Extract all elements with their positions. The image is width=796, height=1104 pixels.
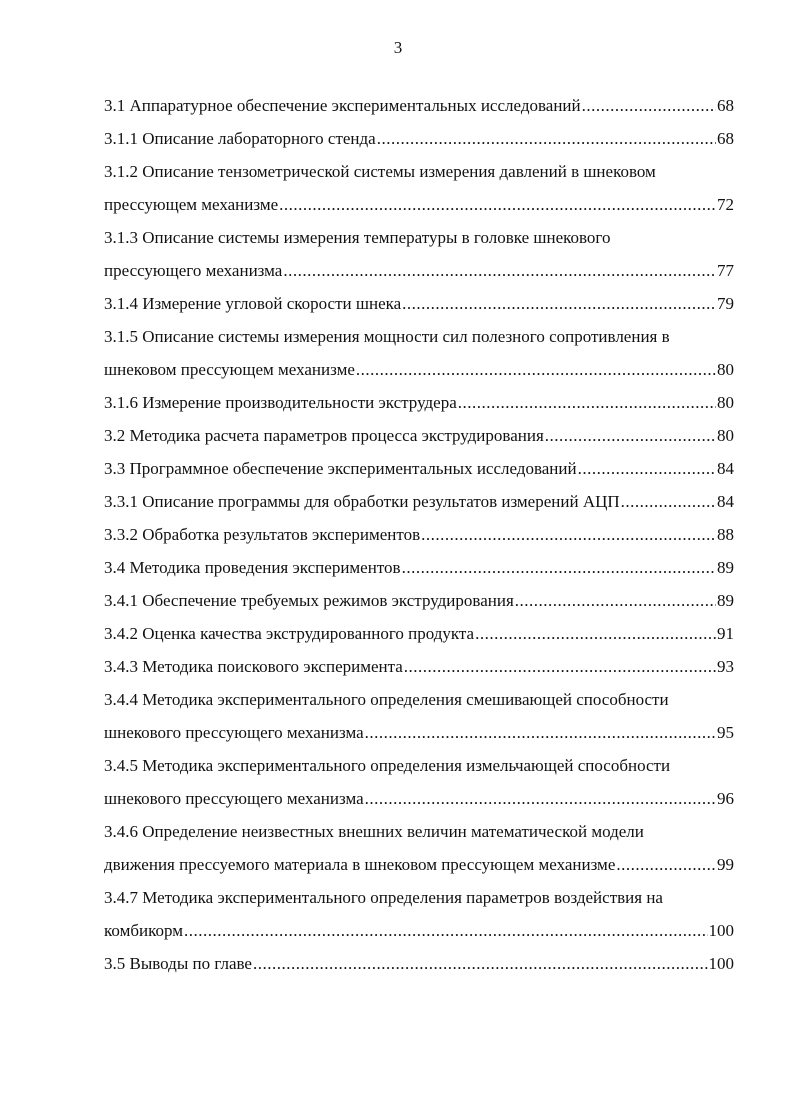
toc-entry-line (104, 821, 734, 854)
toc-entry-last-line (104, 920, 734, 953)
toc-entry-title: 3.3.2 Обработка результатов экспериментов (104, 525, 421, 544)
toc-entry-last-line (104, 194, 734, 227)
toc-entry (104, 656, 734, 689)
toc-entry (104, 887, 734, 953)
toc-entry-title: 3.5 Выводы по главе (104, 954, 252, 973)
toc-entry-last-line (104, 293, 734, 326)
toc-leader-dots (365, 722, 716, 744)
toc-entry-title: 3.4.3 Методика поискового эксперимента (104, 657, 403, 676)
toc-entry-line (104, 755, 734, 788)
toc-entry-page: 89 (717, 591, 734, 610)
toc-entry-title: прессующего механизма (104, 261, 283, 280)
toc-entry-last-line (104, 590, 734, 623)
toc-entry-last-line (104, 656, 734, 689)
toc-entry-page: 99 (717, 855, 734, 874)
toc-entry-title: 3.4.6 Определение неизвестных внешних величин математической модели (104, 822, 644, 841)
toc-entry (104, 557, 734, 590)
toc-entry (104, 821, 734, 887)
toc-entry-title: 3.1.5 Описание системы измерения мощности сил полезного сопротивления в (104, 327, 670, 346)
toc-entry-last-line (104, 95, 734, 128)
toc-entry-page: 80 (717, 360, 734, 379)
toc-entry (104, 953, 734, 986)
toc-leader-dots (545, 425, 716, 447)
toc-entry (104, 95, 734, 128)
toc-entry-page: 100 (708, 921, 734, 940)
toc-entry (104, 590, 734, 623)
toc-leader-dots (475, 623, 716, 645)
toc-entry (104, 689, 734, 755)
toc-entry-page: 80 (717, 426, 734, 445)
toc-leader-dots (253, 953, 708, 975)
toc-leader-dots (402, 557, 716, 579)
toc-entry (104, 623, 734, 656)
toc-leader-dots (616, 854, 716, 876)
toc-entry-title: 3.4.1 Обеспечение требуемых режимов экструдирования (104, 591, 514, 610)
toc-leader-dots (582, 95, 716, 117)
toc-entry-page: 79 (717, 294, 734, 313)
toc-entry-title: 3.4.5 Методика экспериментального определения измельчающей способности (104, 756, 671, 775)
toc-entry-line (104, 887, 734, 920)
toc-leader-dots (621, 491, 716, 513)
toc-entry (104, 524, 734, 557)
toc-entry-page: 84 (717, 492, 734, 511)
toc-entry-title: шнекового прессующего механизма (104, 723, 364, 742)
toc-entry-page: 72 (717, 195, 734, 214)
toc-leader-dots (365, 788, 716, 810)
toc-entry (104, 293, 734, 326)
toc-leader-dots (578, 458, 716, 480)
toc-entry-page: 100 (708, 954, 734, 973)
toc-entry (104, 491, 734, 524)
toc-entry-last-line (104, 524, 734, 557)
toc-entry-last-line (104, 953, 734, 986)
toc-entry-title: шнекового прессующего механизма (104, 789, 364, 808)
toc-entry-last-line (104, 854, 734, 887)
toc-entry-last-line (104, 557, 734, 590)
toc-entry-line (104, 689, 734, 722)
toc-entry-page: 96 (717, 789, 734, 808)
toc-entry-title: 3.4.7 Методика экспериментального определения параметров воздействия на (104, 888, 663, 907)
toc-entry-last-line (104, 788, 734, 821)
toc-entry-title: 3.3 Программное обеспечение экспериментальных исследований (104, 459, 577, 478)
toc-entry-title: 3.1.1 Описание лабораторного стенда (104, 129, 376, 148)
toc-entry (104, 458, 734, 491)
toc-entry (104, 227, 734, 293)
toc-entry-last-line (104, 722, 734, 755)
toc-entry-page: 93 (717, 657, 734, 676)
toc-entry-page: 80 (717, 393, 734, 412)
toc-entry-title: 3.4.2 Оценка качества экструдированного продукта (104, 624, 475, 643)
toc-entry (104, 128, 734, 161)
toc-entry-title: прессующем механизме (104, 195, 279, 214)
toc-entry-last-line (104, 392, 734, 425)
toc-entry-title: 3.3.1 Описание программы для обработки результатов измерений АЦП (104, 492, 620, 511)
toc-entry (104, 326, 734, 392)
toc-leader-dots (421, 524, 716, 546)
toc-leader-dots (458, 392, 716, 414)
toc-leader-dots (515, 590, 716, 612)
toc-entry-line (104, 161, 734, 194)
table-of-contents (104, 95, 734, 986)
toc-leader-dots (377, 128, 716, 150)
toc-entry-last-line (104, 491, 734, 524)
toc-entry-title: 3.2 Методика расчета параметров процесса экструдирования (104, 426, 544, 445)
toc-entry-page: 84 (717, 459, 734, 478)
toc-entry-last-line (104, 128, 734, 161)
toc-entry-page: 77 (717, 261, 734, 280)
toc-leader-dots (184, 920, 708, 942)
toc-entry-page: 88 (717, 525, 734, 544)
toc-entry-title: 3.1.3 Описание системы измерения температуры в головке шнекового (104, 228, 611, 247)
toc-entry-title: шнековом прессующем механизме (104, 360, 355, 379)
toc-entry-last-line (104, 425, 734, 458)
toc-entry-last-line (104, 458, 734, 491)
page-number: 3 (393, 38, 403, 57)
toc-entry-title: комбикорм (104, 921, 183, 940)
toc-entry-title: 3.1.6 Измерение производительности экструдера (104, 393, 457, 412)
toc-entry (104, 755, 734, 821)
toc-entry-page: 89 (717, 558, 734, 577)
toc-entry (104, 161, 734, 227)
toc-leader-dots (404, 656, 716, 678)
toc-leader-dots (279, 194, 716, 216)
toc-entry-page: 68 (717, 96, 734, 115)
toc-entry-title: 3.1 Аппаратурное обеспечение экспериментальных исследований (104, 96, 581, 115)
toc-entry-last-line (104, 623, 734, 656)
toc-entry-title: 3.1.2 Описание тензометрической системы измерения давлений в шнековом (104, 162, 656, 181)
toc-entry-page: 95 (717, 723, 734, 742)
toc-entry-line (104, 326, 734, 359)
toc-entry-title: 3.1.4 Измерение угловой скорости шнека (104, 294, 402, 313)
toc-entry (104, 425, 734, 458)
toc-entry-page: 68 (717, 129, 734, 148)
toc-leader-dots (402, 293, 716, 315)
toc-leader-dots (283, 260, 716, 282)
toc-entry-title: движения прессуемого материала в шнековом прессующем механизме (104, 855, 616, 874)
toc-entry-last-line (104, 359, 734, 392)
toc-leader-dots (356, 359, 716, 381)
toc-entry-last-line (104, 260, 734, 293)
toc-entry-title: 3.4.4 Методика экспериментального определения смешивающей способности (104, 690, 669, 709)
toc-entry (104, 392, 734, 425)
toc-entry-line (104, 227, 734, 260)
toc-entry-page: 91 (717, 624, 734, 643)
toc-entry-title: 3.4 Методика проведения экспериментов (104, 558, 401, 577)
